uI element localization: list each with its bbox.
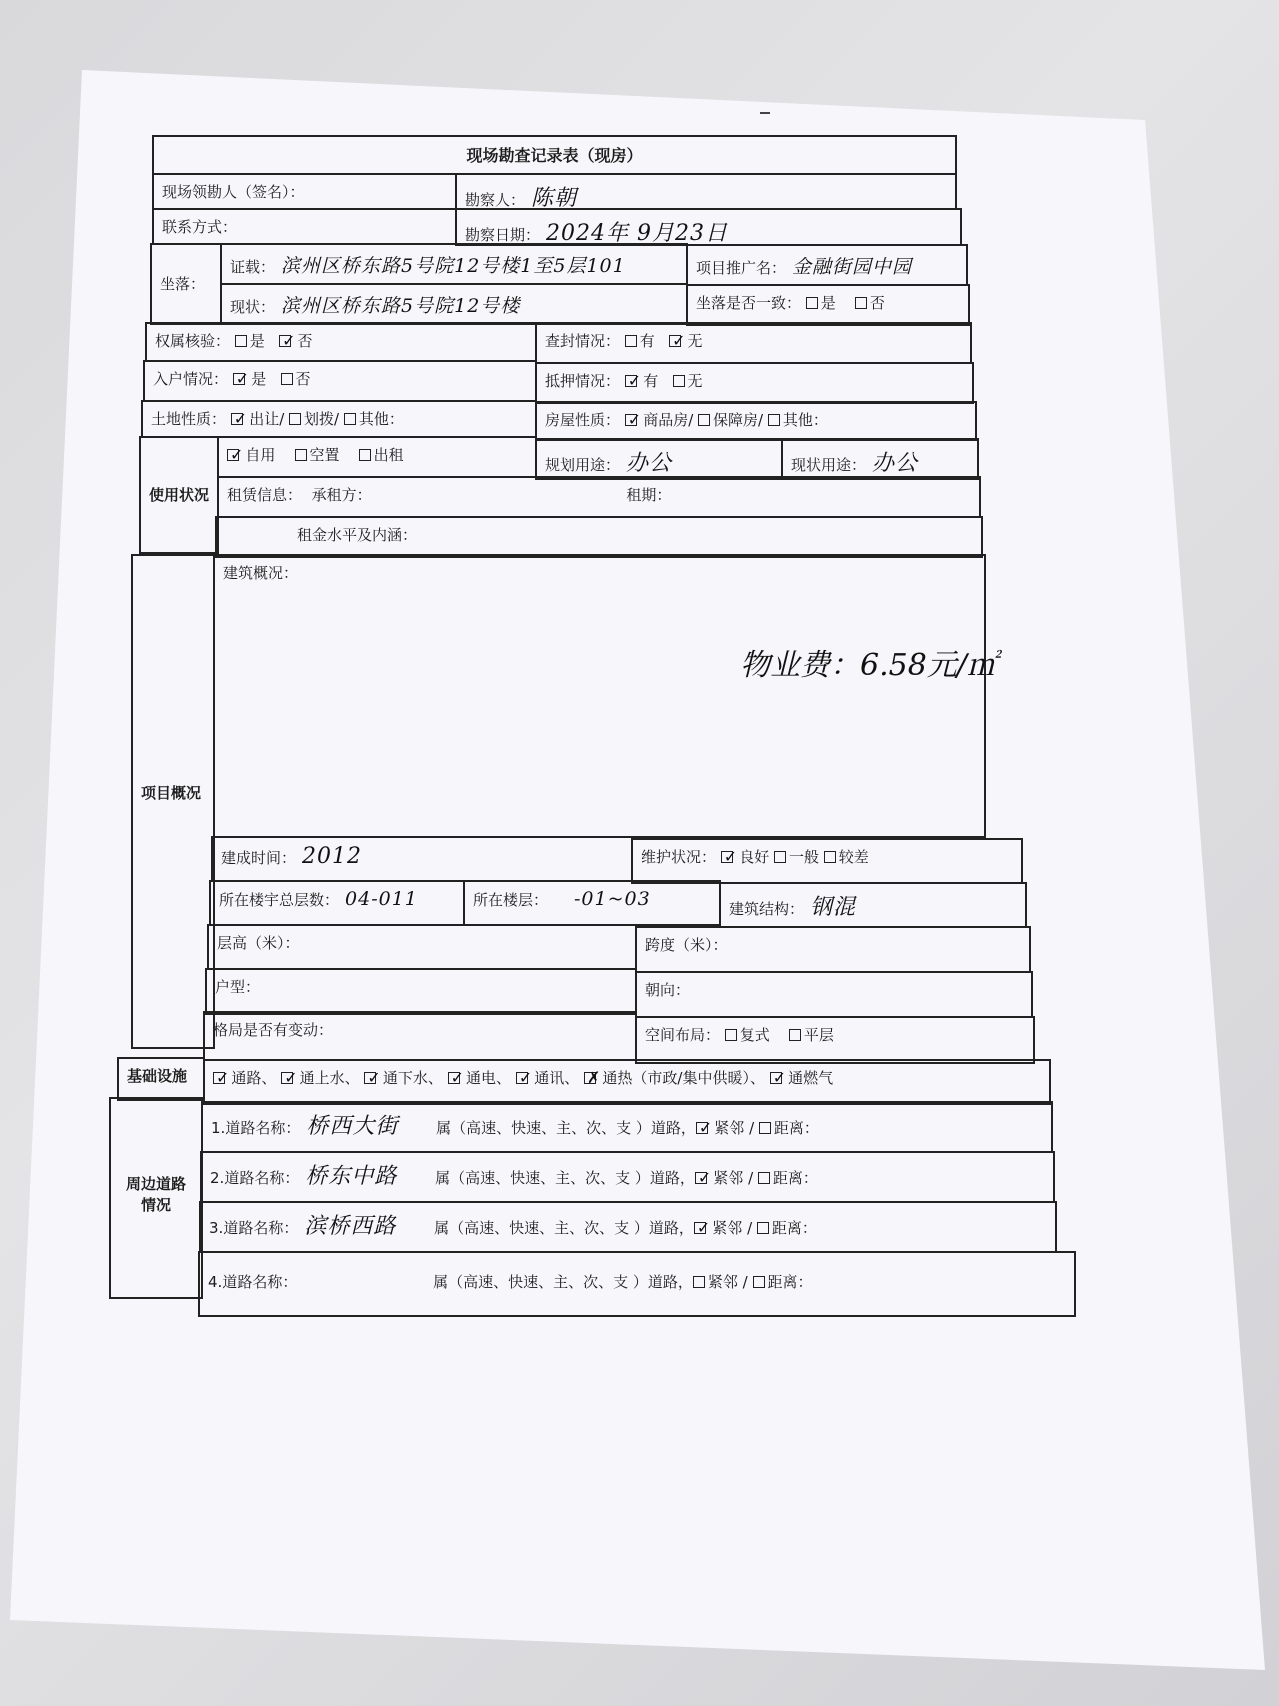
seal-cell (535, 322, 972, 364)
usage-vacant-label: 空置 (309, 446, 340, 464)
ownership-no-label: 否 (297, 332, 313, 350)
house-cell (535, 401, 977, 441)
cur-use-value: 办公 (872, 451, 919, 476)
roads-label: 周边道路情况 (125, 1175, 186, 1214)
road-name-value: 桥西大街 (306, 1114, 399, 1139)
usage-options-cell (217, 436, 537, 478)
rent-label: 租金水平及内涵： (297, 526, 418, 544)
cert-value: 滨州区桥东路5号院12号楼1至5层101 (281, 255, 626, 277)
surveyor-label: 勘察人： (465, 191, 526, 209)
consistent-no-checkbox[interactable] (855, 297, 867, 309)
space-duplex-label: 复式 (739, 1026, 770, 1044)
space-flat-label: 平层 (803, 1026, 834, 1044)
infra-power-label: 通电、 (466, 1069, 512, 1087)
lease-info-cell (217, 476, 981, 518)
infra-gas-label: 通燃气 (788, 1069, 834, 1087)
structure-cell (719, 882, 1027, 928)
usage-label: 使用状况 (149, 486, 210, 504)
check-mark-icon: ✓ (235, 369, 250, 388)
floor-cell (463, 880, 721, 926)
project-label-cell (131, 554, 215, 1049)
built-time-cell (211, 836, 633, 882)
road-distance-checkbox[interactable] (758, 1172, 770, 1184)
entry-cell (143, 360, 537, 402)
entry-no-checkbox[interactable] (281, 373, 293, 385)
infra-water-label: 通上水、 (299, 1069, 360, 1087)
road-name-label: 道路名称： (225, 1119, 301, 1137)
layout-change-cell (203, 1011, 637, 1061)
usage-rent-checkbox[interactable] (359, 449, 371, 461)
space-duplex-checkbox[interactable] (725, 1029, 737, 1041)
land-allocate-label: 划拨/ (304, 410, 340, 428)
type-cell (205, 968, 637, 1015)
check-mark-icon: ✓ (230, 445, 244, 464)
ownership-yes-checkbox[interactable] (235, 335, 247, 347)
road-name-label: 道路名称： (222, 1273, 298, 1291)
promo-label: 项目推广名： (696, 259, 787, 277)
house-affordable-checkbox[interactable] (698, 414, 710, 426)
consistent-cell (686, 284, 970, 326)
seal-label: 查封情况： (545, 332, 621, 350)
infra-options-cell (203, 1059, 1051, 1105)
road-distance-label: 距离： (767, 1273, 813, 1291)
usage-label-cell (139, 436, 219, 554)
check-mark-icon: ✓ (450, 1068, 465, 1087)
check-mark-icon: ✓ (282, 331, 296, 350)
building-overview-note: 物业费：6.58元/㎡ (740, 648, 997, 683)
road-adjacent-label: 紧邻 (707, 1273, 738, 1291)
check-mark-icon: ✓ (723, 847, 738, 866)
seal-have-label: 有 (639, 332, 655, 350)
cur-use-cell (781, 438, 979, 480)
road-class: 属（高速、快速、主、次、支 ）道路， (436, 1119, 696, 1137)
road-name-value: 滨桥西路 (304, 1214, 397, 1239)
maint-good-label: 良好 (739, 848, 770, 866)
leader-cell (152, 173, 457, 210)
road-row-1: 1.道路名称： 桥西大街 属（高速、快速、主、次、支 ）道路， ✓ 紧邻 / 距离： (201, 1101, 1053, 1153)
consistent-label: 坐落是否一致： (696, 294, 802, 312)
check-mark-icon: ✓ (696, 1218, 711, 1237)
road-name-label: 道路名称： (223, 1219, 299, 1237)
mortgage-none-label: 无 (687, 372, 703, 390)
road-distance-label: 距离： (771, 1219, 817, 1237)
type-label: 户型： (215, 978, 261, 996)
floor-label: 所在楼层： (473, 891, 549, 909)
building-overview-cell (213, 554, 986, 838)
road-distance-checkbox[interactable] (759, 1122, 771, 1134)
built-time-label: 建成时间： (221, 849, 297, 867)
maint-normal-checkbox[interactable] (774, 851, 786, 863)
road-adjacent-label: 紧邻 (712, 1219, 743, 1237)
lessee-label: 承租方： (311, 486, 372, 504)
land-cell (141, 400, 537, 438)
orientation-label: 朝向： (645, 981, 691, 999)
ownership-label: 权属核验： (155, 332, 231, 350)
check-mark-icon: ✓ (367, 1068, 381, 1087)
check-mark-icon: ✓ (627, 410, 642, 429)
road-distance-label: 距离： (773, 1119, 819, 1137)
road-number: 3. (209, 1219, 224, 1237)
infra-road-label: 通路、 (231, 1069, 277, 1087)
contact-label: 联系方式： (162, 218, 238, 236)
usage-self-label: 自用 (245, 446, 276, 464)
road-adjacent-label: 紧邻 (713, 1169, 744, 1187)
date-cell (455, 208, 962, 246)
consistent-yes-checkbox[interactable] (806, 297, 818, 309)
height-label: 层高（米）： (217, 934, 300, 952)
consistent-no-label: 否 (869, 294, 885, 312)
land-other-label: 其他： (358, 410, 404, 428)
plan-use-cell (535, 438, 783, 480)
house-other-checkbox[interactable] (768, 414, 780, 426)
location-label-cell (150, 243, 222, 325)
infra-label: 基础设施 (127, 1067, 188, 1085)
building-overview-label: 建筑概况： (223, 564, 299, 582)
roads-label-cell (109, 1097, 203, 1299)
land-transfer-label: 出让/ (249, 410, 285, 428)
cur-use-label: 现状用途： (791, 456, 867, 474)
contact-cell (152, 208, 457, 245)
maint-poor-label: 较差 (838, 848, 869, 866)
check-mark-icon: ✓ (698, 1118, 713, 1137)
maint-normal-label: 一般 (789, 848, 820, 866)
road-adjacent-checkbox[interactable] (693, 1276, 705, 1288)
road-row-4: 4.道路名称： 属（高速、快速、主、次、支 ）道路， 紧邻 / 距离： (198, 1251, 1076, 1317)
surveyor-cell (455, 173, 957, 210)
seal-none-label: 无 (687, 332, 703, 350)
road-distance-label: 距离： (772, 1169, 818, 1187)
infra-drain-label: 通下水、 (382, 1069, 443, 1087)
ownership-yes-label: 是 (249, 332, 265, 350)
current-value: 滨州区桥东路5号院12号楼 (281, 295, 521, 317)
built-time-value: 2012 (302, 844, 363, 869)
cert-cell (220, 243, 688, 285)
house-affordable-label: 保障房/ (713, 411, 764, 429)
structure-value: 钢混 (810, 895, 857, 920)
span-cell (635, 926, 1031, 973)
entry-yes-label: 是 (251, 370, 267, 388)
floor-value: -01~03 (574, 888, 651, 910)
mortgage-cell (535, 362, 974, 404)
space-cell (635, 1016, 1035, 1064)
height-cell (207, 924, 637, 970)
road-distance-checkbox[interactable] (753, 1276, 765, 1288)
current-cell (220, 283, 688, 325)
surveyor-value: 陈朝 (531, 186, 578, 210)
road-row-2: 2.道路名称： 桥东中路 属（高速、快速、主、次、支 ）道路， ✓ 紧邻 / 距离： (200, 1151, 1055, 1203)
total-floors-value: 04-011 (345, 888, 418, 910)
plan-use-value: 办公 (626, 451, 673, 476)
house-other-label: 其他： (782, 411, 828, 429)
structure-label: 建筑结构： (729, 900, 805, 918)
current-label: 现状： (230, 298, 276, 316)
space-label: 空间布局： (645, 1026, 721, 1044)
road-number: 4. (208, 1273, 223, 1291)
infra-heat-label: 通热（市政/集中供暖）、 (602, 1069, 765, 1087)
usage-vacant-checkbox[interactable] (295, 449, 307, 461)
house-commercial-label: 商品房/ (643, 411, 694, 429)
road-class: 属（高速、快速、主、次、支 ）道路， (435, 1169, 695, 1187)
infra-label-cell (117, 1057, 205, 1101)
road-name-label: 道路名称： (224, 1169, 300, 1187)
usage-rent-label: 出租 (373, 446, 404, 464)
promo-cell (686, 244, 968, 286)
entry-label: 入户情况： (153, 370, 229, 388)
check-mark-icon: ✓ (216, 1068, 230, 1087)
plan-use-label: 规划用途： (545, 456, 621, 474)
mortgage-none-checkbox[interactable] (673, 375, 685, 387)
check-mark-icon: ✓ (672, 331, 686, 350)
cert-label: 证载： (230, 258, 276, 276)
cross-mark-icon: ✗ (587, 1068, 601, 1087)
orientation-cell (635, 971, 1033, 1018)
infra-telecom-label: 通讯、 (534, 1069, 580, 1087)
maint-label: 维护状况： (641, 848, 717, 866)
form-title: 现场勘查记录表（现房） (152, 135, 957, 175)
road-number: 1. (211, 1119, 226, 1137)
house-label: 房屋性质： (545, 411, 621, 429)
check-mark-icon: ✓ (627, 371, 642, 390)
seal-have-checkbox[interactable] (625, 335, 637, 347)
road-name-value: 桥东中路 (305, 1164, 398, 1189)
road-class: 属（高速、快速、主、次、支 ）道路， (434, 1219, 694, 1237)
check-mark-icon: ✓ (772, 1068, 787, 1087)
location-label: 坐落： (160, 275, 206, 293)
check-mark-icon: ✓ (697, 1168, 712, 1187)
road-adjacent-label: 紧邻 (714, 1119, 745, 1137)
layout-change-label: 格局是否有变动： (213, 1021, 334, 1039)
land-other-checkbox[interactable] (344, 413, 356, 425)
lease-info-label: 租赁信息： (227, 486, 303, 504)
mortgage-label: 抵押情况： (545, 372, 621, 390)
road-number: 2. (210, 1169, 225, 1187)
span-label: 跨度（米）： (645, 936, 728, 954)
total-floors-cell (209, 880, 465, 926)
promo-value: 金融街园中园 (792, 256, 913, 278)
land-allocate-checkbox[interactable] (289, 413, 301, 425)
leader-label: 现场领勘人（签名）： (162, 183, 305, 201)
ownership-cell (145, 322, 537, 362)
entry-no-label: 否 (295, 370, 311, 388)
lease-term-label: 租期： (626, 486, 672, 504)
check-mark-icon: ✓ (284, 1068, 298, 1087)
date-value: 2024年 9月23日 (546, 221, 728, 246)
road-distance-checkbox[interactable] (757, 1222, 769, 1234)
rent-cell (215, 516, 983, 558)
road-class: 属（高速、快速、主、次、支 ）道路， (433, 1273, 693, 1291)
total-floors-label: 所在楼宇总层数： (219, 891, 340, 909)
road-row-3: 3.道路名称： 滨桥西路 属（高速、快速、主、次、支 ）道路， ✓ 紧邻 / 距离： (199, 1201, 1057, 1253)
mortgage-have-label: 有 (643, 372, 659, 390)
project-label: 项目概况 (141, 784, 202, 802)
maint-cell (631, 838, 1023, 884)
space-flat-checkbox[interactable] (789, 1029, 801, 1041)
date-label: 勘察日期： (465, 226, 541, 244)
consistent-yes-label: 是 (820, 294, 836, 312)
check-mark-icon: ✓ (518, 1068, 533, 1087)
land-label: 土地性质： (151, 410, 227, 428)
check-mark-icon: ✓ (233, 409, 248, 428)
maint-poor-checkbox[interactable] (824, 851, 836, 863)
